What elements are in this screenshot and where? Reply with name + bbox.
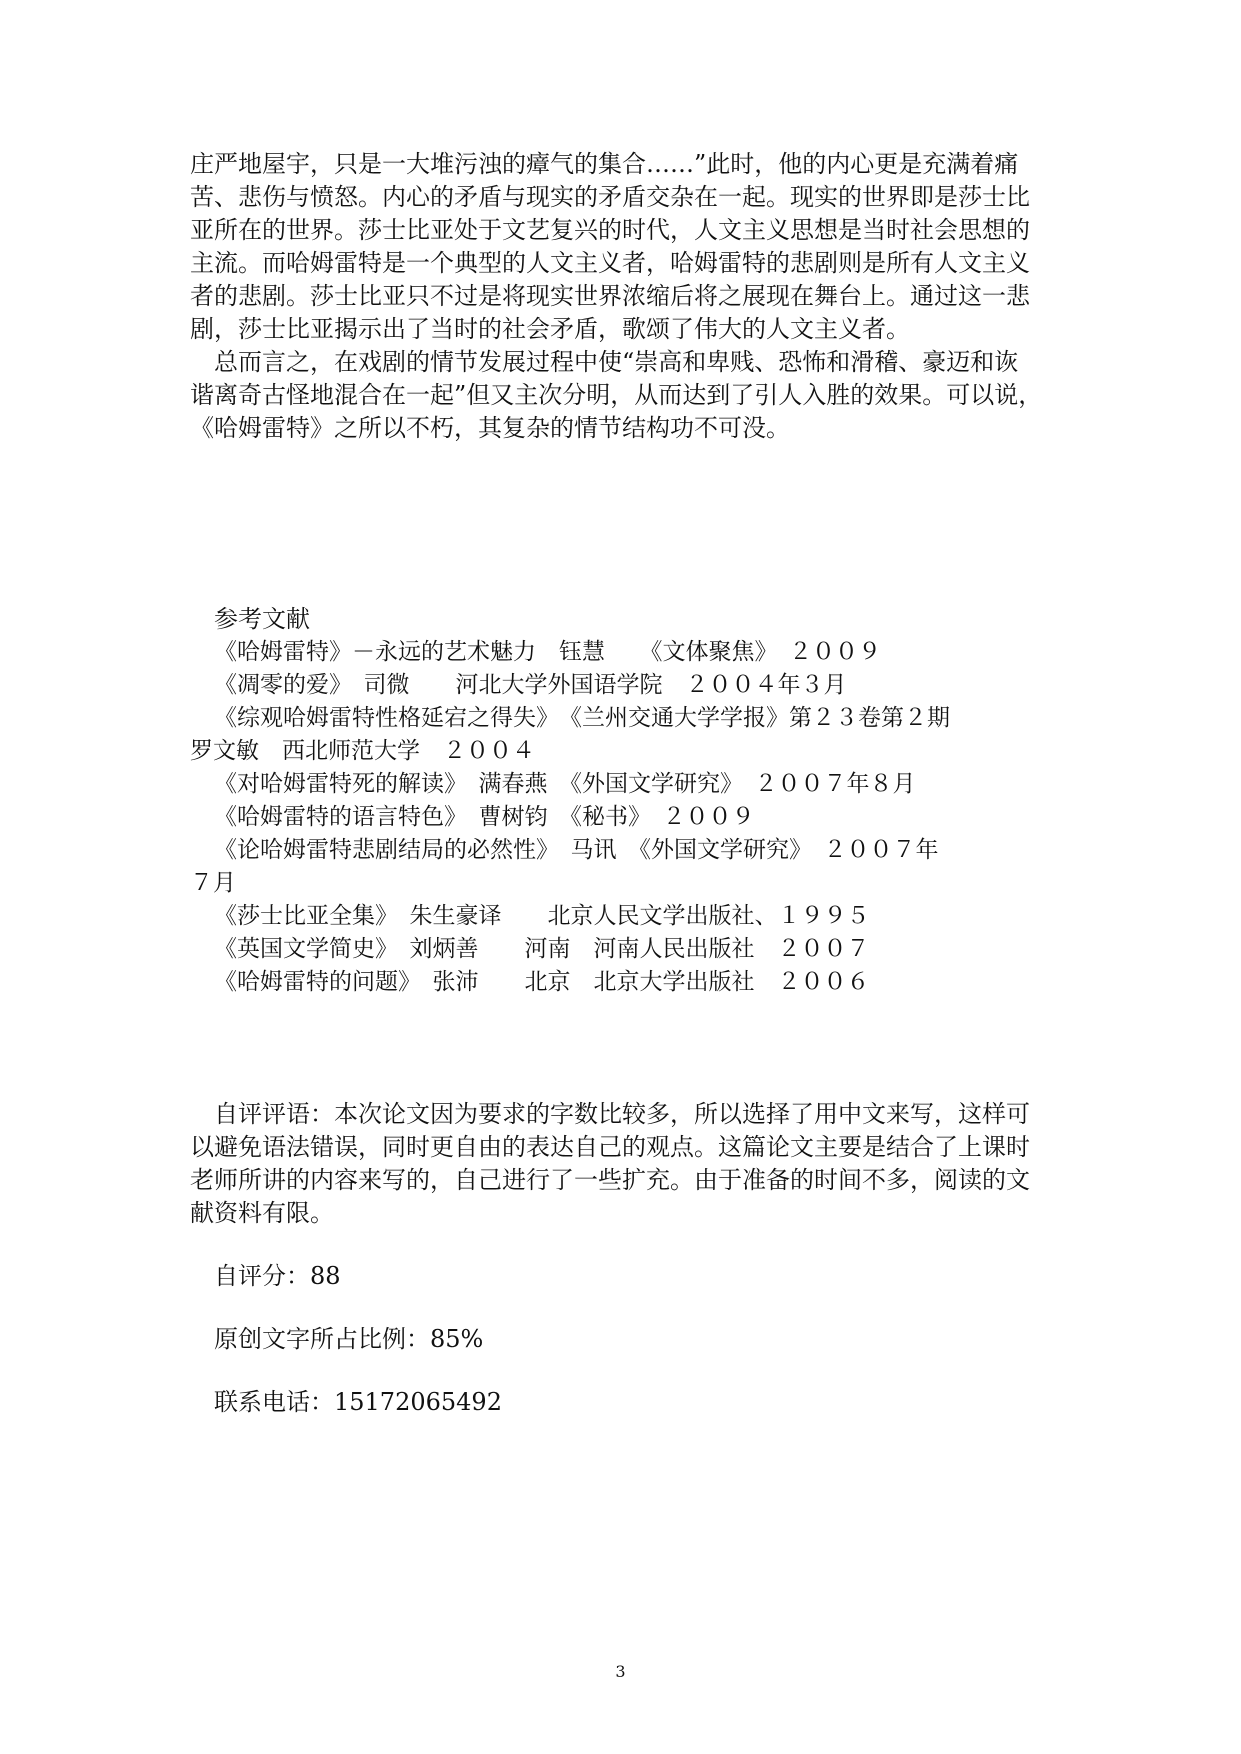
body-line: 主流。而哈姆雷特是一个典型的人文主义者，哈姆雷特的悲剧则是所有人文主义 <box>190 249 1030 277</box>
body-line: 亚所在的世界。莎士比亚处于文艺复兴的时代，人文主义思想是当时社会思想的 <box>190 216 1030 244</box>
conclusion-line: 谐离奇古怪地混合在一起”但又主次分明，从而达到了引人入胜的效果。可以说， <box>190 381 1043 409</box>
conclusion-line: 总而言之，在戏剧的情节发展过程中使“崇高和卑贱、恐怖和滑稽、豪迈和诙 <box>214 348 1019 376</box>
conclusion-line: 《哈姆雷特》之所以不朽，其复杂的情节结构功不可没。 <box>190 414 790 442</box>
body-line: 剧，莎士比亚揭示出了当时的社会矛盾，歌颂了伟大的人文主义者。 <box>190 315 910 343</box>
self-score: 自评分：88 <box>214 1262 341 1290</box>
reference-line: 《哈姆雷特的语言特色》 曹树钧 《秘书》 ２００９ <box>214 804 755 830</box>
body-paragraphs <box>190 148 1060 445</box>
body-line: 庄严地屋宇，只是一大堆污浊的瘴气的集合……”此时，他的内心更是充满着痛 <box>190 150 1019 178</box>
reference-line: 《凋零的爱》 司微 河北大学外国语学院 ２００４年３月 <box>214 672 847 698</box>
self-eval-line: 以避免语法错误，同时更自由的表达自己的观点。这篇论文主要是结合了上课时 <box>190 1133 1030 1161</box>
contact-phone: 联系电话：15172065492 <box>214 1388 502 1416</box>
reference-line: ７月 <box>190 870 236 896</box>
reference-line: 《哈姆雷特的问题》 张沛 北京 北京大学出版社 ２００６ <box>214 969 870 995</box>
page-number: 3 <box>615 1662 626 1681</box>
reference-line: 《莎士比亚全集》 朱生豪译 北京人民文学出版社、１９９５ <box>214 903 870 929</box>
reference-line: 罗文敏 西北师范大学 ２００４ <box>190 738 535 764</box>
body-line: 者的悲剧。莎士比亚只不过是将现实世界浓缩后将之展现在舞台上。通过这一悲 <box>190 282 1030 310</box>
self-eval-line: 老师所讲的内容来写的，自己进行了一些扩充。由于准备的时间不多，阅读的文 <box>190 1166 1030 1194</box>
reference-line: 《哈姆雷特》－永远的艺术魅力 钰慧 《文体聚焦》 ２００９ <box>214 639 881 665</box>
self-eval-line: 献资料有限。 <box>190 1199 334 1227</box>
references-list <box>190 636 1060 999</box>
reference-line: 《综观哈姆雷特性格延宕之得失》 《兰州交通大学学报》第２３卷第２期 <box>214 705 950 731</box>
self-evaluation <box>190 1098 1060 1230</box>
original-ratio: 原创文字所占比例：85% <box>214 1325 484 1353</box>
self-eval-line: 自评评语：本次论文因为要求的字数比较多，所以选择了用中文来写，这样可 <box>214 1100 1030 1128</box>
reference-line: 《对哈姆雷特死的解读》 满春燕 《外国文学研究》 ２００７年８月 <box>214 771 916 797</box>
references-heading: 参考文献 <box>214 605 310 633</box>
reference-line: 《英国文学简史》 刘炳善 河南 河南人民出版社 ２００７ <box>214 936 870 962</box>
body-line: 苦、悲伤与愤怒。内心的矛盾与现实的矛盾交杂在一起。现实的世界即是莎士比 <box>190 183 1030 211</box>
reference-line: 《论哈姆雷特悲剧结局的必然性》 马讯 《外国文学研究》 ２００７年 <box>214 837 939 863</box>
